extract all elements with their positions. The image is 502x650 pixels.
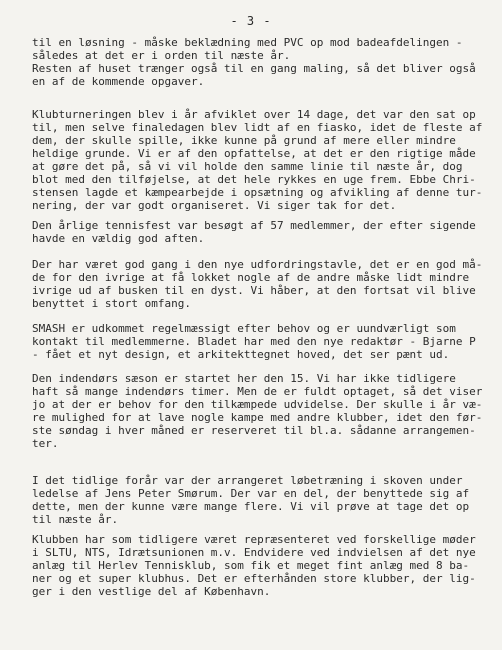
text-line: kontakt til medlemmerne. Bladet har med den nye redaktør - Bjarne P	[32, 335, 476, 348]
paragraph-tennis-party	[32, 219, 484, 245]
text-line: anlæg til Herlev Tennisklub, som fik et meget fint anlæg med 8 ba-	[32, 559, 470, 572]
text-line: jo at der er behov for den tilkæmpede udvidelse. Der skulle i år væ-	[32, 398, 483, 411]
text-line: Der har været god gang i den nye udfordringstavle, det er en god må-	[32, 258, 483, 271]
paragraph-club-representation	[32, 533, 484, 598]
paragraph-running-training	[32, 474, 484, 526]
paragraph-clubhouse-maintenance	[32, 36, 484, 88]
text-line: i SLTU, NTS, Idrætsunionen m.v. Endvidere ved indvielsen af det nye	[32, 546, 476, 559]
text-line: ter.	[32, 437, 59, 450]
text-line: Klubturneringen blev i år afviklet over 14 dage, det var den sat op	[32, 108, 476, 121]
text-line: til en løsning - måske beklædning med PVC op mod badeafdelingen -	[32, 36, 463, 49]
text-line: Den indendørs sæson er startet her den 15. Vi har ikke tidligere	[32, 372, 456, 385]
text-line: ste søndag i hver måned er reserveret til bl.a. sådanne arrangemen-	[32, 424, 476, 437]
paragraph-challenge-board	[32, 258, 484, 310]
text-line: Den årlige tennisfest var besøgt af 57 medlemmer, der efter sigende	[32, 219, 476, 232]
text-line: til næste år.	[32, 513, 119, 526]
paragraph-club-tournament	[32, 108, 484, 212]
text-line: en af de kommende opgaver.	[32, 75, 205, 88]
text-line: re mulighed for at lave nogle kampe med andre klubber, idet den før-	[32, 411, 483, 424]
text-line: stensen lagde et kæmpearbejde i opsætning og afvikling af denne tur-	[32, 186, 483, 199]
text-line: SMASH er udkommet regelmæssigt efter behov og er uundværligt som	[32, 322, 456, 335]
text-line: ner og et super klubhus. Det er efterhånden store klubber, der lig-	[32, 572, 476, 585]
text-line: - fået et nyt design, et arkitekttegnet hoved, det ser pænt ud.	[32, 348, 450, 361]
text-line: nering, der var godt organiseret. Vi siger tak for det.	[32, 199, 397, 212]
paragraph-indoor-season	[32, 372, 484, 450]
text-line: heldige grunde. Vi er af den opfattelse, at det er den rigtige måde	[32, 147, 476, 160]
text-line: ivrige ud af busken til en dyst. Vi håber, at den fortsat vil blive	[32, 284, 476, 297]
paragraph-smash-magazine	[32, 322, 484, 361]
text-line: blot med den tilføjelse, at det hele rykkes en uge frem. Ebbe Chri-	[32, 173, 476, 186]
text-line: således at det er i orden til næste år.	[32, 49, 291, 62]
text-line: benyttet i stort omfang.	[32, 297, 191, 310]
page-number: - 3 -	[230, 14, 272, 28]
text-line: ger i den vestlige del af København.	[32, 585, 271, 598]
text-line: ledelse af Jens Peter Smørum. Der var en del, der benyttede sig af	[32, 487, 470, 500]
text-line: at gøre det på, så vi vil holde den samme linie til næste år, dog	[32, 160, 463, 173]
text-line: haft så mange indendørs timer. Men de er fuldt optaget, så det viser	[32, 385, 483, 398]
text-line: Resten af huset trænger også til en gang maling, så det bliver også	[32, 62, 476, 75]
text-line: de for den ivrige at få lokket nogle af de andre måske lidt mindre	[32, 271, 470, 284]
text-line: dem, der skulle spille, ikke kunne på grund af mere eller mindre	[32, 134, 456, 147]
text-line: Klubben har som tidligere været repræsenteret ved forskellige møder	[32, 533, 476, 546]
text-line: havde en vældig god aften.	[32, 232, 205, 245]
text-line: I det tidlige forår var der arrangeret løbetræning i skoven under	[32, 474, 463, 487]
text-line: dette, men der kunne være mange flere. Vi vil prøve at tage det op	[32, 500, 470, 513]
text-line: til, men selve finaledagen blev lidt af en fiasko, idet de fleste af	[32, 121, 483, 134]
